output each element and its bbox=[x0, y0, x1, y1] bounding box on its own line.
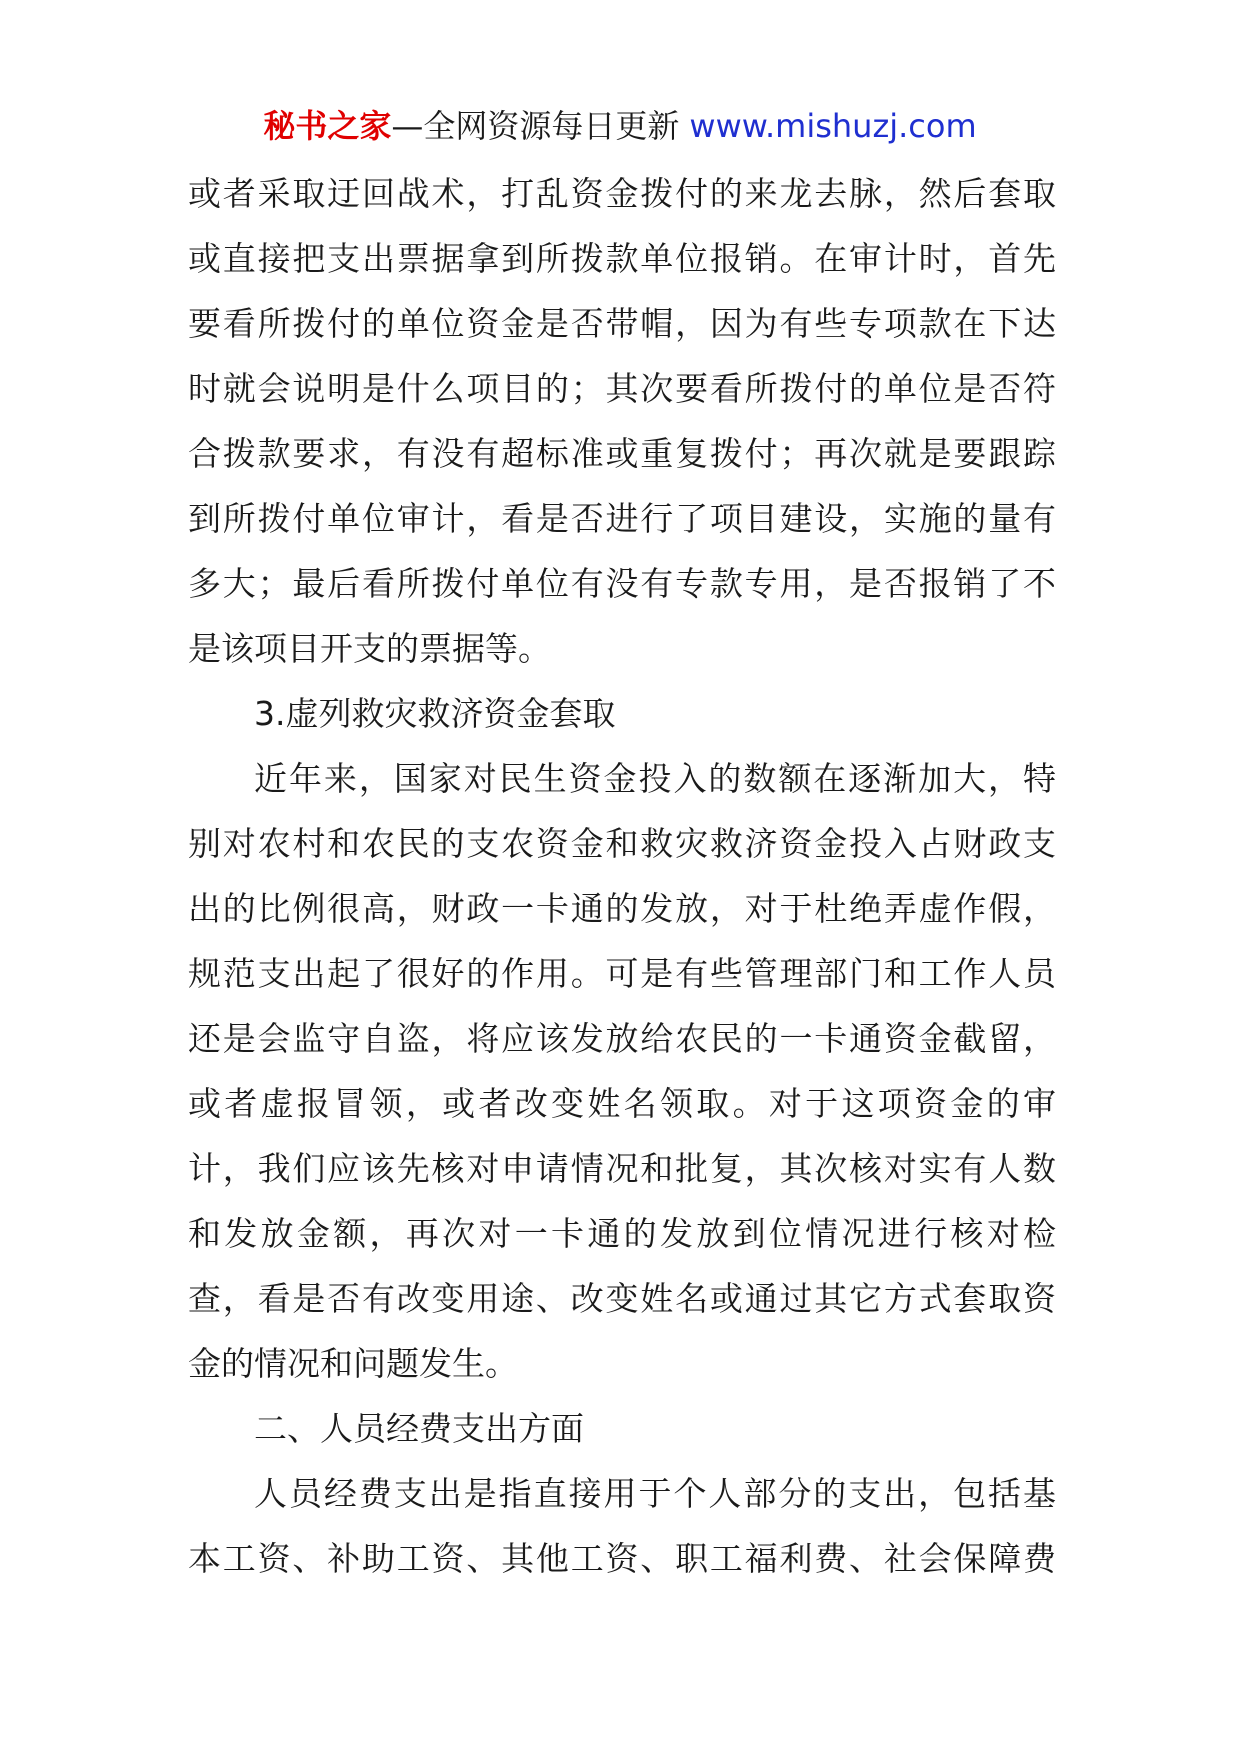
text-line: 别对农村和农民的支农资金和救灾救济资金投入占财政支 bbox=[188, 824, 1056, 863]
text-line: 合拨款要求，有没有超标准或重复拨付；再次就是要跟踪 bbox=[188, 434, 1056, 473]
brand-name: 秘书之家 bbox=[263, 107, 392, 145]
text-line: 金的情况和问题发生。 bbox=[188, 1344, 518, 1383]
text-line: 是该项目开支的票据等。 bbox=[188, 629, 551, 668]
site-url-link[interactable]: www.mishuzj.com bbox=[689, 107, 977, 145]
text-line: 规范支出起了很好的作用。可是有些管理部门和工作人员 bbox=[188, 954, 1056, 993]
text-line: 或者采取迂回战术，打乱资金拨付的来龙去脉，然后套取 bbox=[188, 174, 1056, 213]
text-line: 要看所拨付的单位资金是否带帽，因为有些专项款在下达 bbox=[188, 304, 1056, 343]
text-line: 人员经费支出是指直接用于个人部分的支出，包括基 bbox=[254, 1474, 1056, 1513]
text-line: 近年来，国家对民生资金投入的数额在逐渐加大，特 bbox=[254, 759, 1056, 798]
body-text bbox=[188, 161, 1056, 1591]
header-tagline: —全网资源每日更新 bbox=[391, 107, 680, 145]
page-header bbox=[0, 98, 1240, 154]
text-line: 或直接把支出票据拿到所拨款单位报销。在审计时，首先 bbox=[188, 239, 1056, 278]
text-line: 出的比例很高，财政一卡通的发放，对于杜绝弄虚作假， bbox=[188, 889, 1056, 928]
text-line: 多大；最后看所拨付单位有没有专款专用，是否报销了不 bbox=[188, 564, 1056, 603]
text-line: 或者虚报冒领，或者改变姓名领取。对于这项资金的审 bbox=[188, 1084, 1056, 1123]
text-line: 查，看是否有改变用途、改变姓名或通过其它方式套取资 bbox=[188, 1279, 1056, 1318]
text-line: 计，我们应该先核对申请情况和批复，其次核对实有人数 bbox=[188, 1149, 1056, 1188]
text-line: 3.虚列救灾救济资金套取 bbox=[254, 694, 616, 733]
text-line: 还是会监守自盗，将应该发放给农民的一卡通资金截留， bbox=[188, 1019, 1056, 1058]
text-line: 二、人员经费支出方面 bbox=[254, 1409, 584, 1448]
text-line: 到所拨付单位审计，看是否进行了项目建设，实施的量有 bbox=[188, 499, 1056, 538]
text-line: 时就会说明是什么项目的；其次要看所拨付的单位是否符 bbox=[188, 369, 1056, 408]
text-line: 和发放金额，再次对一卡通的发放到位情况进行核对检 bbox=[188, 1214, 1056, 1253]
text-line: 本工资、补助工资、其他工资、职工福利费、社会保障费 bbox=[188, 1539, 1056, 1578]
